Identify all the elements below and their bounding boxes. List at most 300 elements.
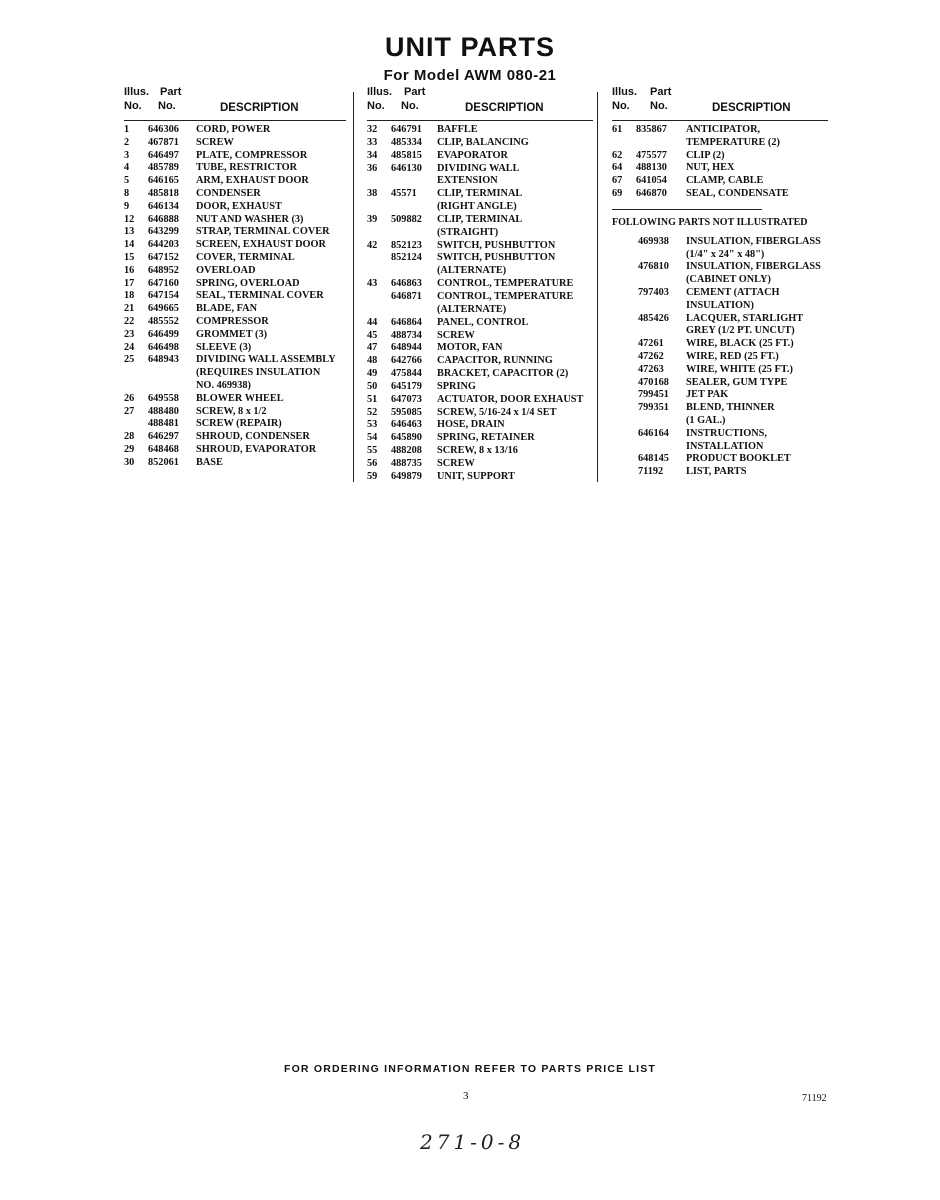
table-row [367, 368, 593, 381]
part-number: 647154 [148, 290, 179, 302]
header-illus-no: No. [612, 100, 630, 112]
not-illustrated-list [612, 236, 828, 479]
table-row [367, 240, 593, 253]
table-row [367, 381, 593, 394]
part-description: BAFFLE [437, 124, 478, 135]
illus-number: 22 [124, 315, 135, 327]
part-number: 485426 [638, 312, 669, 324]
part-number: 646498 [148, 341, 179, 353]
part-number: 646165 [148, 175, 179, 187]
table-row [367, 291, 593, 304]
part-number: 646306 [148, 124, 179, 135]
table-row [612, 287, 828, 300]
illus-number: 1 [124, 124, 130, 135]
part-description: DIVIDING WALL [437, 162, 520, 174]
part-number: 646130 [391, 162, 422, 174]
part-description: NO. 469938) [196, 379, 251, 391]
part-description: LACQUER, STARLIGHT [686, 312, 804, 324]
illus-number: 47 [367, 342, 378, 354]
table-row [612, 466, 828, 479]
table-row [612, 325, 828, 338]
part-number: 647152 [148, 251, 179, 263]
part-number: 646497 [148, 149, 179, 161]
part-number: 509882 [391, 213, 422, 225]
table-row [612, 441, 828, 454]
part-number: 644203 [148, 239, 179, 251]
illus-number: 39 [367, 213, 378, 225]
table-row [367, 124, 593, 137]
part-number: 485789 [148, 162, 179, 174]
part-description: OVERLOAD [196, 264, 256, 276]
column-divider [353, 92, 354, 482]
part-number: 646870 [636, 187, 667, 199]
part-description: CLIP, TERMINAL [437, 213, 523, 225]
part-number: 643299 [148, 226, 179, 238]
part-description: INSTALLATION [686, 440, 764, 452]
illus-number: 55 [367, 445, 378, 457]
part-description: UNIT, SUPPORT [437, 470, 515, 482]
part-number: 485552 [148, 315, 179, 327]
part-number: 799451 [638, 389, 669, 401]
table-row [124, 406, 346, 419]
column-header [612, 86, 828, 120]
illus-number: 27 [124, 405, 135, 417]
part-description: SCREEN, EXHAUST DOOR [196, 239, 326, 251]
part-description: BLEND, THINNER [686, 402, 775, 414]
part-number: 488734 [391, 329, 422, 341]
part-number: 476810 [638, 261, 669, 273]
part-number: 646499 [148, 328, 179, 340]
part-description: MOTOR, FAN [437, 342, 503, 354]
table-row [612, 364, 828, 377]
table-row [124, 214, 346, 227]
table-row [124, 290, 346, 303]
part-number: 645890 [391, 432, 422, 444]
illus-number: 26 [124, 392, 135, 404]
column-divider [597, 92, 598, 482]
header-part: Part [160, 86, 182, 98]
model-subtitle: For Model AWM 080-21 [383, 67, 557, 84]
part-description: PLATE, COMPRESSOR [196, 149, 308, 161]
part-number: 646871 [391, 290, 422, 302]
part-description: TEMPERATURE (2) [686, 136, 780, 148]
part-number: 642766 [391, 355, 422, 367]
illus-number: 53 [367, 419, 378, 431]
document-code: 71192 [802, 1093, 827, 1104]
header-part-no: No. [158, 100, 176, 112]
part-number: 646134 [148, 200, 179, 212]
table-row [367, 407, 593, 420]
part-number: 648944 [391, 342, 422, 354]
illus-number: 16 [124, 264, 135, 276]
illus-number: 8 [124, 187, 130, 199]
part-description: (ALTERNATE) [437, 265, 507, 277]
table-row [124, 354, 346, 367]
part-description: SCREW [437, 329, 475, 341]
illus-number: 43 [367, 278, 378, 290]
header-part: Part [650, 86, 672, 98]
table-row [367, 458, 593, 471]
column-header [124, 86, 346, 120]
illus-number: 67 [612, 175, 623, 187]
table-row [124, 316, 346, 329]
part-number: 646863 [391, 278, 422, 290]
part-description: INSULATION, FIBERGLASS [686, 235, 821, 247]
table-row [612, 188, 828, 201]
header-rule [124, 120, 346, 121]
illus-number: 23 [124, 328, 135, 340]
table-row [367, 227, 593, 240]
part-description: WIRE, BLACK (25 FT.) [686, 338, 794, 350]
part-number: 852123 [391, 239, 422, 251]
part-description: SPRING, OVERLOAD [196, 277, 300, 289]
part-description: TUBE, RESTRICTOR [196, 162, 298, 174]
page-title: UNIT PARTS [385, 32, 555, 62]
parts-column-1 [124, 86, 346, 470]
table-row [367, 252, 593, 265]
part-description: INSTRUCTIONS, [686, 427, 767, 439]
part-number: 649665 [148, 303, 179, 315]
part-number: 647073 [391, 393, 422, 405]
part-description: EVAPORATOR [437, 149, 508, 161]
illus-number: 56 [367, 457, 378, 469]
table-row [612, 300, 828, 313]
table-row [124, 162, 346, 175]
part-description: SCREW [196, 136, 234, 148]
header-description: DESCRIPTION [465, 102, 544, 114]
table-row [367, 265, 593, 278]
table-row [612, 261, 828, 274]
header-illus: Illus. [367, 86, 393, 98]
illus-number: 36 [367, 162, 378, 174]
table-row [367, 342, 593, 355]
part-description: SHROUD, CONDENSER [196, 431, 310, 443]
header-rule [612, 120, 828, 121]
part-description: COMPRESSOR [196, 315, 269, 327]
part-number: 485815 [391, 149, 422, 161]
header-description: DESCRIPTION [220, 102, 299, 114]
table-row [367, 432, 593, 445]
part-description: SWITCH, PUSHBUTTON [437, 239, 556, 251]
part-number: 488208 [391, 445, 422, 457]
table-row [124, 124, 346, 137]
table-row [124, 201, 346, 214]
illus-number: 69 [612, 187, 623, 199]
part-description: SWITCH, PUSHBUTTON [437, 252, 556, 264]
part-description: SEALER, GUM TYPE [686, 376, 788, 388]
part-number: 47261 [638, 338, 664, 350]
table-row [124, 137, 346, 150]
illus-number: 54 [367, 432, 378, 444]
part-description: WIRE, WHITE (25 FT.) [686, 363, 793, 375]
table-row [367, 355, 593, 368]
illus-number: 51 [367, 393, 378, 405]
illus-number: 17 [124, 277, 135, 289]
table-row [367, 471, 593, 484]
part-description: BLOWER WHEEL [196, 392, 284, 404]
header-illus-no: No. [124, 100, 142, 112]
table-row [612, 124, 828, 137]
illus-number: 12 [124, 213, 135, 225]
table-row [124, 418, 346, 431]
part-description: SHROUD, EVAPORATOR [196, 443, 317, 455]
table-row [124, 457, 346, 470]
column-header [367, 86, 593, 120]
table-row [612, 402, 828, 415]
parts-column-3 [612, 86, 828, 479]
illus-number: 62 [612, 149, 623, 161]
part-description: (RIGHT ANGLE) [437, 201, 517, 213]
part-description: COVER, TERMINAL [196, 251, 295, 263]
part-number: 488480 [148, 405, 179, 417]
table-row [367, 419, 593, 432]
part-number: 646864 [391, 316, 422, 328]
part-description: INSULATION, FIBERGLASS [686, 261, 821, 273]
header-rule [367, 120, 593, 121]
part-description: CLIP, BALANCING [437, 136, 529, 148]
part-description: ACTUATOR, DOOR EXHAUST [437, 393, 584, 405]
part-description: SCREW, 5/16-24 x 1/4 SET [437, 406, 557, 418]
table-row [124, 265, 346, 278]
part-number: 646297 [148, 431, 179, 443]
table-row [124, 444, 346, 457]
table-row [612, 389, 828, 402]
table-row [124, 226, 346, 239]
illus-number: 25 [124, 354, 135, 366]
part-number: 852124 [391, 252, 422, 264]
table-row [367, 163, 593, 176]
ordering-footer: FOR ORDERING INFORMATION REFER TO PARTS PRICE LIST [283, 1063, 657, 1075]
table-row [612, 428, 828, 441]
table-row [612, 150, 828, 163]
part-description: BLADE, FAN [196, 303, 258, 315]
part-description: WIRE, RED (25 FT.) [686, 350, 779, 362]
illus-number: 42 [367, 239, 378, 251]
illus-number: 32 [367, 124, 378, 135]
part-description: DIVIDING WALL ASSEMBLY [196, 354, 336, 366]
table-row [124, 150, 346, 163]
part-description: BRACKET, CAPACITOR (2) [437, 368, 569, 380]
illus-number: 48 [367, 355, 378, 367]
part-number: 71192 [638, 466, 664, 478]
table-row [124, 329, 346, 342]
part-number: 475577 [636, 149, 667, 161]
part-description: (REQUIRES INSULATION [196, 367, 321, 379]
header-part-no: No. [650, 100, 668, 112]
illus-number: 2 [124, 136, 130, 148]
parts-list [612, 124, 828, 201]
table-row [612, 453, 828, 466]
part-description: SEAL, CONDENSATE [686, 187, 789, 199]
table-row [124, 367, 346, 380]
header-description: DESCRIPTION [712, 102, 791, 114]
part-description: CLIP, TERMINAL [437, 188, 523, 200]
part-description: (STRAIGHT) [437, 226, 499, 238]
table-row [367, 330, 593, 343]
parts-list [124, 124, 346, 470]
table-row [612, 137, 828, 150]
illus-number: 52 [367, 406, 378, 418]
table-row [124, 239, 346, 252]
illus-number: 45 [367, 329, 378, 341]
part-number: 47263 [638, 363, 664, 375]
table-row [367, 317, 593, 330]
table-row [367, 175, 593, 188]
part-description: CONDENSER [196, 187, 261, 199]
table-row [367, 304, 593, 317]
part-description: HOSE, DRAIN [437, 419, 505, 431]
table-row [124, 278, 346, 291]
illus-number: 15 [124, 251, 135, 263]
table-row [612, 351, 828, 364]
header-illus-no: No. [367, 100, 385, 112]
part-description: SCREW (REPAIR) [196, 418, 282, 430]
part-description: LIST, PARTS [686, 466, 747, 478]
table-row [612, 338, 828, 351]
part-description: PRODUCT BOOKLET [686, 453, 791, 465]
part-description: CLIP (2) [686, 149, 725, 161]
table-row [124, 188, 346, 201]
part-description: (CABINET ONLY) [686, 274, 771, 286]
part-description: NUT, HEX [686, 162, 735, 174]
part-description: BASE [196, 456, 223, 468]
header-part-no: No. [401, 100, 419, 112]
illus-number: 29 [124, 443, 135, 455]
illus-number: 33 [367, 136, 378, 148]
part-description: (1 GAL.) [686, 414, 726, 426]
parts-list [367, 124, 593, 484]
part-number: 646888 [148, 213, 179, 225]
part-number: 646164 [638, 427, 669, 439]
part-description: ANTICIPATOR, [686, 124, 761, 135]
table-row [124, 252, 346, 265]
part-description: SPRING, RETAINER [437, 432, 535, 444]
table-row [367, 214, 593, 227]
table-row [612, 274, 828, 287]
illus-number: 21 [124, 303, 135, 315]
part-number: 649879 [391, 470, 422, 482]
part-number: 467871 [148, 136, 179, 148]
part-description: GREY (1/2 PT. UNCUT) [686, 325, 795, 337]
table-row [124, 175, 346, 188]
part-number: 488130 [636, 162, 667, 174]
table-row [612, 162, 828, 175]
part-description: SLEEVE (3) [196, 341, 252, 353]
illus-number: 4 [124, 162, 130, 174]
part-number: 852061 [148, 456, 179, 468]
page-number: 3 [463, 1090, 469, 1102]
illus-number: 44 [367, 316, 378, 328]
part-description: CLAMP, CABLE [686, 175, 764, 187]
part-description: CORD, POWER [196, 124, 271, 135]
part-number: 641054 [636, 175, 667, 187]
table-row [367, 394, 593, 407]
illus-number: 5 [124, 175, 130, 187]
table-row [367, 188, 593, 201]
part-number: 799351 [638, 402, 669, 414]
header-illus: Illus. [612, 86, 638, 98]
part-number: 648952 [148, 264, 179, 276]
table-row [612, 313, 828, 326]
part-description: SEAL, TERMINAL COVER [196, 290, 324, 302]
table-row [124, 431, 346, 444]
illus-number: 13 [124, 226, 135, 238]
table-row [612, 175, 828, 188]
part-number: 469938 [638, 235, 669, 247]
not-illustrated-label: FOLLOWING PARTS NOT ILLUSTRATED [612, 216, 808, 228]
part-number: 645179 [391, 380, 422, 392]
part-number: 470168 [638, 376, 669, 388]
illus-number: 61 [612, 124, 623, 135]
table-row [612, 236, 828, 249]
table-row [367, 278, 593, 291]
parts-column-2 [367, 86, 593, 484]
part-description: CONTROL, TEMPERATURE [437, 278, 574, 290]
part-description: SCREW, 8 x 13/16 [437, 445, 518, 457]
part-description: JET PAK [686, 389, 729, 401]
illus-number: 30 [124, 456, 135, 468]
part-number: 47262 [638, 350, 664, 362]
part-description: SCREW, 8 x 1/2 [196, 405, 267, 417]
table-row [367, 201, 593, 214]
table-row [124, 393, 346, 406]
part-description: DOOR, EXHAUST [196, 200, 282, 212]
part-number: 488481 [148, 418, 179, 430]
part-number: 475844 [391, 368, 422, 380]
part-number: 648468 [148, 443, 179, 455]
part-number: 595085 [391, 406, 422, 418]
illus-number: 18 [124, 290, 135, 302]
illus-number: 49 [367, 368, 378, 380]
section-rule [612, 209, 762, 210]
illus-number: 34 [367, 149, 378, 161]
part-description: GROMMET (3) [196, 328, 268, 340]
table-row [612, 249, 828, 262]
illus-number: 64 [612, 162, 623, 174]
table-row [367, 445, 593, 458]
table-row [612, 415, 828, 428]
part-description: SCREW [437, 457, 475, 469]
illus-number: 3 [124, 149, 130, 161]
table-row [612, 377, 828, 390]
part-description: NUT AND WASHER (3) [196, 213, 304, 225]
part-number: 648145 [638, 453, 669, 465]
part-description: CEMENT (ATTACH [686, 286, 780, 298]
part-number: 485334 [391, 136, 422, 148]
part-description: STRAP, TERMINAL COVER [196, 226, 330, 238]
part-number: 488735 [391, 457, 422, 469]
part-number: 646463 [391, 419, 422, 431]
part-description: PANEL, CONTROL [437, 316, 529, 328]
part-description: CAPACITOR, RUNNING [437, 355, 553, 367]
part-description: INSULATION) [686, 299, 754, 311]
table-row [367, 150, 593, 163]
illus-number: 28 [124, 431, 135, 443]
part-number: 797403 [638, 286, 669, 298]
part-description: (1/4" x 24" x 48") [686, 248, 765, 260]
table-row [124, 380, 346, 393]
table-row [124, 303, 346, 316]
part-number: 646791 [391, 124, 422, 135]
part-number: 835867 [636, 124, 667, 135]
part-description: (ALTERNATE) [437, 303, 507, 315]
part-description: CONTROL, TEMPERATURE [437, 290, 574, 302]
part-number: 649558 [148, 392, 179, 404]
illus-number: 38 [367, 188, 378, 200]
part-description: EXTENSION [437, 175, 498, 187]
table-row [124, 342, 346, 355]
part-number: 45571 [391, 188, 417, 200]
